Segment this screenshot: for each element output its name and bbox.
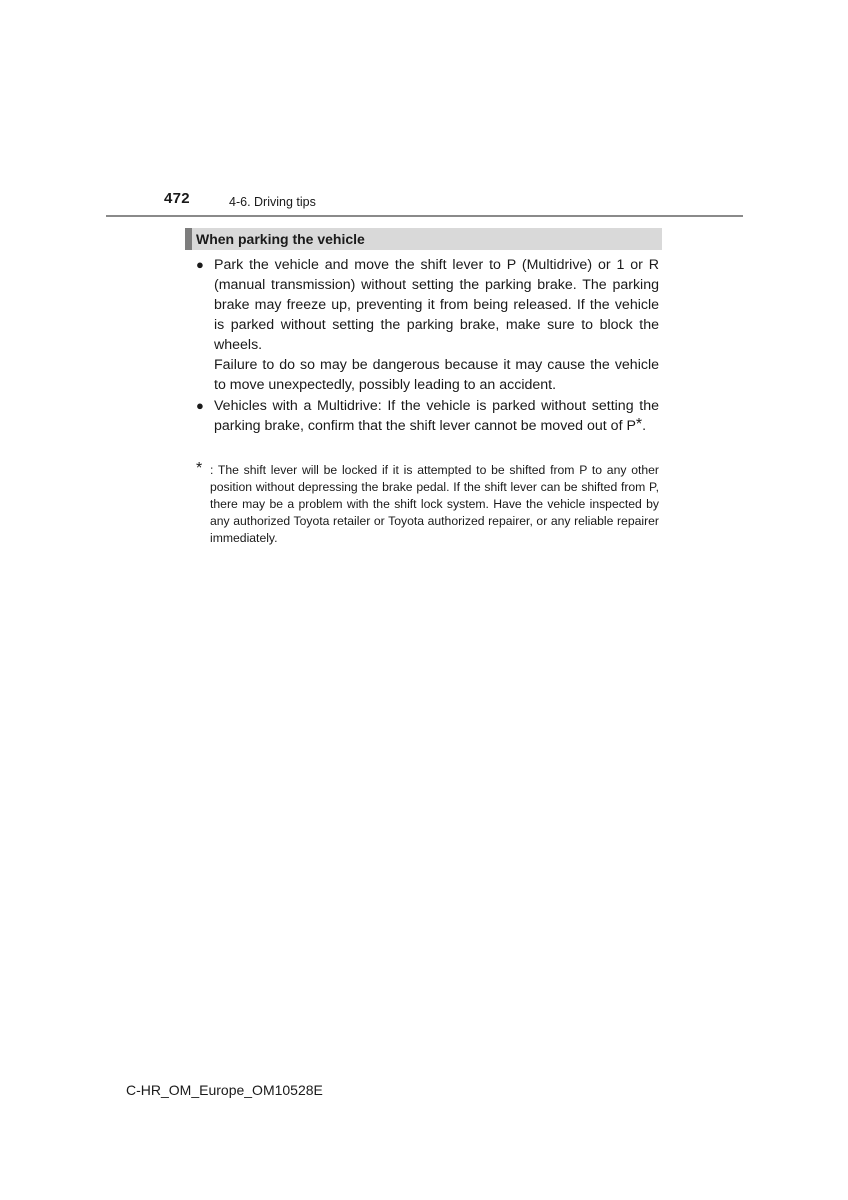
asterisk-icon: *	[635, 416, 643, 433]
footnote-text: : The shift lever will be locked if it is attempted to be shifted from P to any other position without depressing the brake pedal. If the shift lever can be shifted from P, there may be a problem with the shift lock system. Have the vehicle inspected by any authorized Toyota retailer or Toyota authorized repairer, or any reliable repairer immediately.	[210, 463, 659, 545]
bullet-text-main: Vehicles with a Multidrive: If the vehicle is parked without setting the parking brake, confirm that the shift lever cannot be moved out of P	[214, 398, 659, 434]
section-label: 4-6. Driving tips	[229, 195, 316, 209]
page-number: 472	[164, 190, 190, 207]
section-heading-bar	[185, 228, 662, 250]
bullet-item	[196, 255, 659, 395]
bullet-list	[196, 255, 659, 437]
footnote	[196, 462, 659, 547]
heading-accent	[185, 228, 192, 250]
asterisk-icon: *	[196, 460, 203, 477]
bullet-item	[196, 396, 659, 436]
header-rule	[106, 215, 743, 217]
bullet-icon: ●	[196, 257, 204, 272]
bullet-text-continued: Failure to do so may be dangerous because it may cause the vehicle to move unexpectedly, possibly leading to an accident.	[214, 357, 659, 393]
bullet-text: Park the vehicle and move the shift lever to P (Multidrive) or 1 or R (manual transmission) without setting the parking brake. The parking brake may freeze up, preventing it from being released. If the vehicle is parked without setting the parking brake, make sure to block the wheels.	[214, 257, 659, 353]
section-heading: When parking the vehicle	[196, 231, 365, 247]
document-code: C-HR_OM_Europe_OM10528E	[126, 1082, 323, 1098]
bullet-icon: ●	[196, 398, 204, 413]
bullet-text-end: .	[642, 418, 647, 434]
bullet-text	[214, 396, 659, 436]
